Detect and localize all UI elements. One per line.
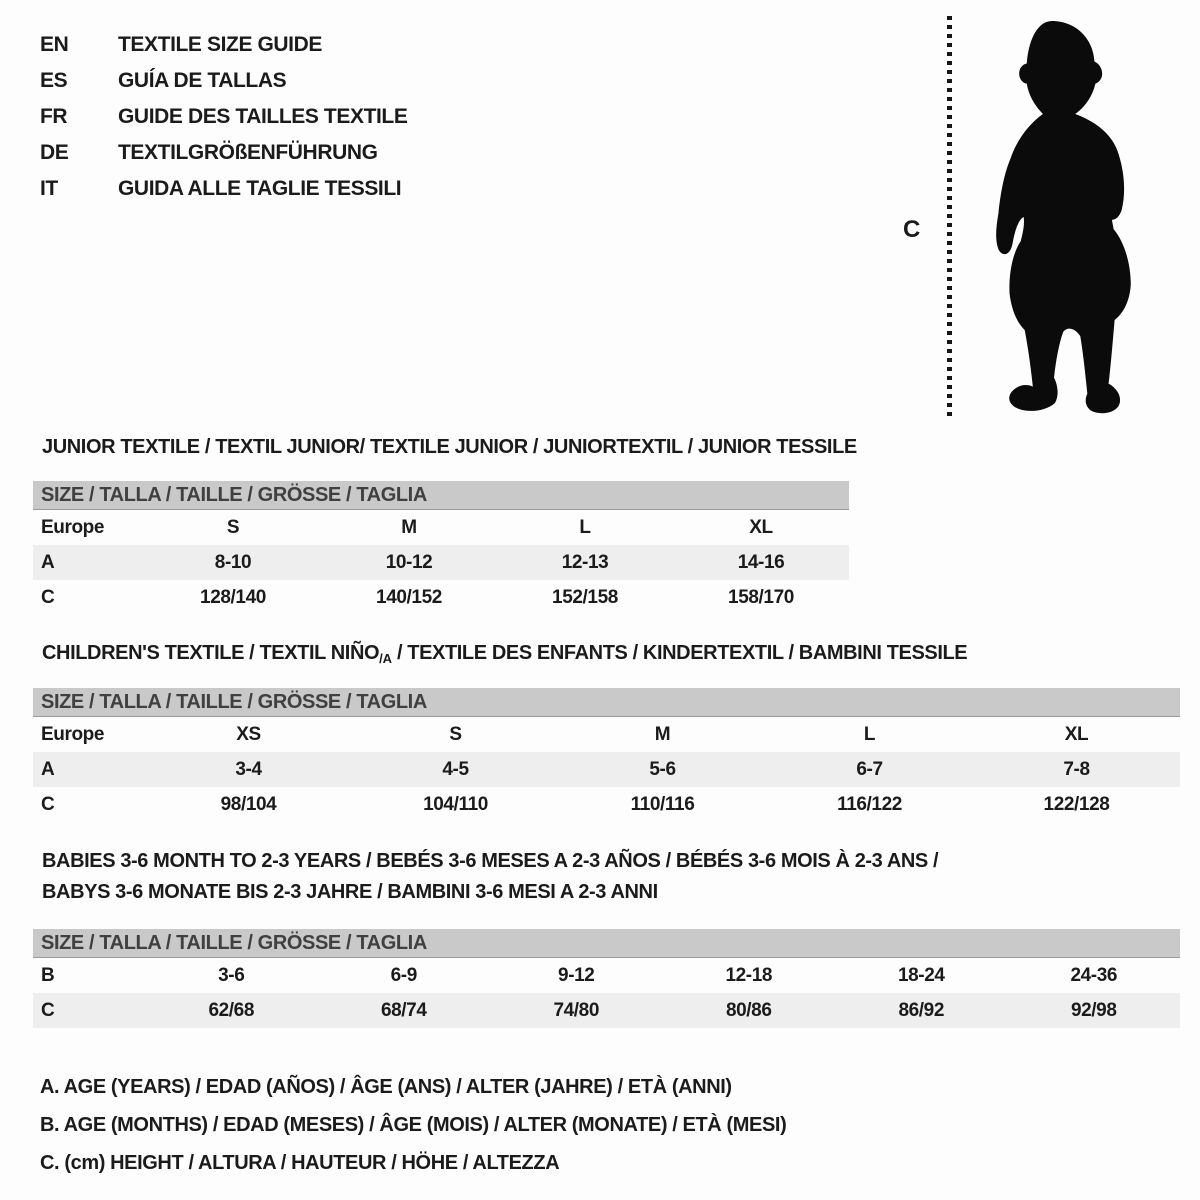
table-cell: 12-18 [725,964,773,986]
children-heading-subscript: /A [379,651,392,666]
row-label: B [41,964,55,986]
table-cell: 152/158 [552,586,618,608]
table-row [33,510,849,545]
language-code: ES [40,69,68,92]
table-cell: 92/98 [1070,999,1117,1021]
table-cell: 128/140 [200,586,266,608]
column-header: S [226,516,240,538]
table-cell: 7-8 [1063,758,1090,780]
height-measure-label: C [903,216,920,243]
junior-section-heading: JUNIOR TEXTILE / TEXTIL JUNIOR/ TEXTILE JUNIOR / JUNIORTEXTIL / JUNIOR TESSILE [42,436,857,458]
row-label: A [41,551,55,573]
table-cell: 5-6 [649,758,676,780]
table-cell: 104/110 [423,793,488,815]
row-label: A [41,758,55,780]
row-label: C [41,586,55,608]
table-row [33,787,1180,822]
column-header: XL [749,516,773,538]
language-code: FR [40,105,68,128]
guide-title: TEXTILGRÖßENFÜHRUNG [118,141,378,164]
table-cell: 116/122 [837,793,902,815]
babies-size-table [33,929,1180,1028]
table-row [33,958,1180,993]
table-cell: 68/74 [380,999,427,1021]
table-cell: 74/80 [553,999,600,1021]
children-size-table [33,688,1180,822]
legend-line-b: B. AGE (MONTHS) / EDAD (MESES) / ÂGE (MOIS) / ALTER (MONATE) / ETÀ (MESI) [40,1113,787,1136]
list-item [40,135,407,171]
guide-title: GUÍA DE TALLAS [118,69,287,92]
language-code: DE [40,141,69,164]
table-cell: 122/128 [1043,793,1110,815]
size-header-bar: SIZE / TALLA / TAILLE / GRÖSSE / TAGLIA [33,688,1180,717]
measure-legend [40,1068,786,1182]
babies-section-heading [42,846,938,908]
table-cell: 8-10 [214,551,252,573]
column-header: M [654,723,671,745]
list-item [40,99,407,135]
language-code: EN [40,33,69,56]
table-cell: 3-4 [235,758,262,780]
list-item [40,27,407,63]
size-header-bar: SIZE / TALLA / TAILLE / GRÖSSE / TAGLIA [33,929,1180,958]
table-row [33,752,1180,787]
table-cell: 80/86 [725,999,772,1021]
table-row [33,580,849,615]
toddler-silhouette-icon [963,15,1141,419]
column-header: XS [236,723,261,745]
table-row [33,717,1180,752]
guide-title: GUIDE DES TAILLES TEXTILE [118,105,408,128]
table-cell: 14-16 [737,551,785,573]
row-label: Europe [41,516,105,538]
column-header: XL [1064,723,1089,745]
table-cell: 140/152 [376,586,442,608]
height-measure-dashed-line [947,16,952,416]
column-header: L [863,723,876,745]
column-header: L [579,516,591,538]
legend-line-a: A. AGE (YEARS) / EDAD (AÑOS) / ÂGE (ANS) / ALTER (JAHRE) / ETÀ (ANNI) [40,1075,732,1098]
children-heading-prefix: CHILDREN'S TEXTILE / TEXTIL NIÑO [42,642,380,664]
table-cell: 110/116 [630,793,695,815]
guide-title: TEXTILE SIZE GUIDE [118,33,322,56]
table-cell: 62/68 [208,999,255,1021]
junior-size-table [33,481,849,615]
table-cell: 10-12 [385,551,433,573]
legend-line-c: C. (cm) HEIGHT / ALTURA / HAUTEUR / HÖHE / ALTEZZA [40,1151,560,1174]
row-label: C [41,999,55,1021]
language-title-list [40,27,407,207]
table-cell: 9-12 [558,964,595,986]
table-cell: 158/170 [728,586,794,608]
list-item [40,171,407,207]
children-section-heading [42,642,967,666]
table-cell: 24-36 [1070,964,1118,986]
babies-heading-line1: BABIES 3-6 MONTH TO 2-3 YEARS / BEBÉS 3-6 MESES A 2-3 AÑOS / BÉBÉS 3-6 MOIS À 2-3 ANS / [42,850,939,872]
table-cell: 86/92 [898,999,945,1021]
column-header: S [449,723,462,745]
list-item [40,63,407,99]
table-cell: 6-7 [856,758,883,780]
table-cell: 18-24 [897,964,945,986]
guide-title: GUIDA ALLE TAGLIE TESSILI [118,177,402,200]
row-label: Europe [41,723,105,745]
table-cell: 6-9 [390,964,417,986]
row-label: C [41,793,55,815]
size-header-bar: SIZE / TALLA / TAILLE / GRÖSSE / TAGLIA [33,481,849,510]
table-cell: 98/104 [220,793,277,815]
babies-heading-line2: BABYS 3-6 MONATE BIS 2-3 JAHRE / BAMBINI 3-6 MESI A 2-3 ANNI [42,881,658,903]
column-header: M [401,516,417,538]
table-row [33,993,1180,1028]
table-row [33,545,849,580]
table-cell: 12-13 [561,551,609,573]
language-code: IT [40,177,58,200]
table-cell: 4-5 [442,758,469,780]
children-heading-suffix: / TEXTILE DES ENFANTS / KINDERTEXTIL / BAMBINI TESSILE [391,642,968,664]
table-cell: 3-6 [218,964,245,986]
